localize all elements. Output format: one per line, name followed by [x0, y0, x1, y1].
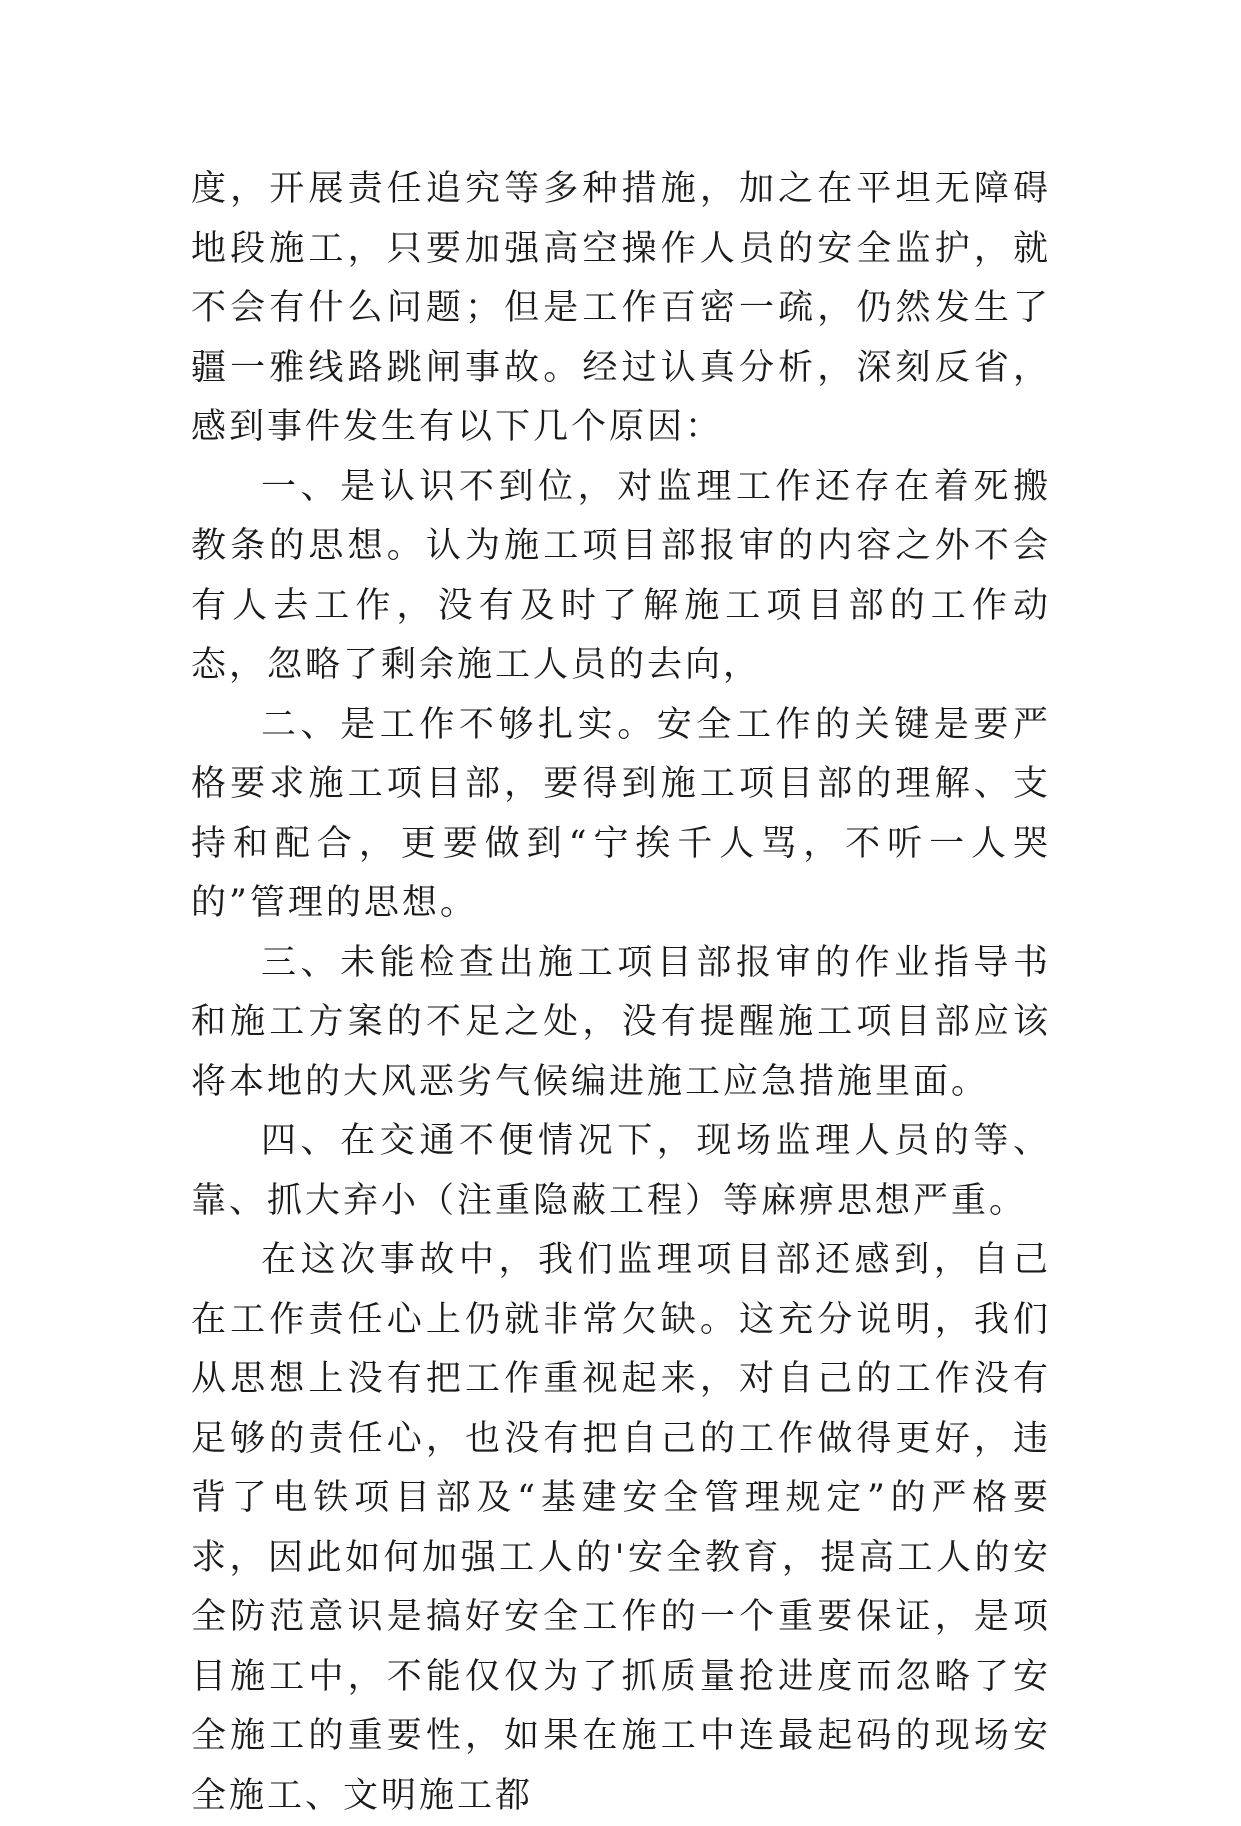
document-body [191, 160, 1051, 1826]
paragraph-reason-two: 二、是工作不够扎实。安全工作的关键是要严格要求施工项目部，要得到施工项目部的理解、支持和配合，更要做到“宁挨千人骂，不听一人哭的”管理的思想。 [191, 704, 1051, 923]
paragraph-reason-three: 三、未能检查出施工项目部报审的作业指导书和施工方案的不足之处，没有提醒施工项目部应该将本地的大风恶劣气候编进施工应急措施里面。 [191, 942, 1051, 1102]
paragraph-reason-one: 一、是认识不到位，对监理工作还存在着死搬教条的思想。认为施工项目部报审的内容之外不会有人去工作，没有及时了解施工项目部的工作动态，忽略了剩余施工人员的去向， [191, 466, 1051, 685]
paragraph-reason-four: 四、在交通不便情况下，现场监理人员的等、靠、抓大弃小（注重隐蔽工程）等麻痹思想严重。 [191, 1121, 1051, 1221]
paragraph-continuation: 度，开展责任追究等多种措施，加之在平坦无障碍地段施工，只要加强高空操作人员的安全监护，就不会有什么问题；但是工作百密一疏，仍然发生了疆一雅线路跳闸事故。经过认真分析，深刻反省，感到事件发生有以下几个原因： [191, 169, 1051, 447]
paragraph-reflection: 在这次事故中，我们监理项目部还感到，自己在工作责任心上仍就非常欠缺。这充分说明，我们从思想上没有把工作重视起来，对自己的工作没有足够的责任心，也没有把自己的工作做得更好，违背了电铁项目部及“基建安全管理规定”的严格要求，因此如何加强工人的'安全教育，提高工人的安全防范意识是搞好安全工作的一个重要保证，是项目施工中，不能仅仅为了抓质量抢进度而忽略了安全施工的重要性，如果在施工中连最起码的现场安全施工、文明施工都 [191, 1240, 1051, 1816]
